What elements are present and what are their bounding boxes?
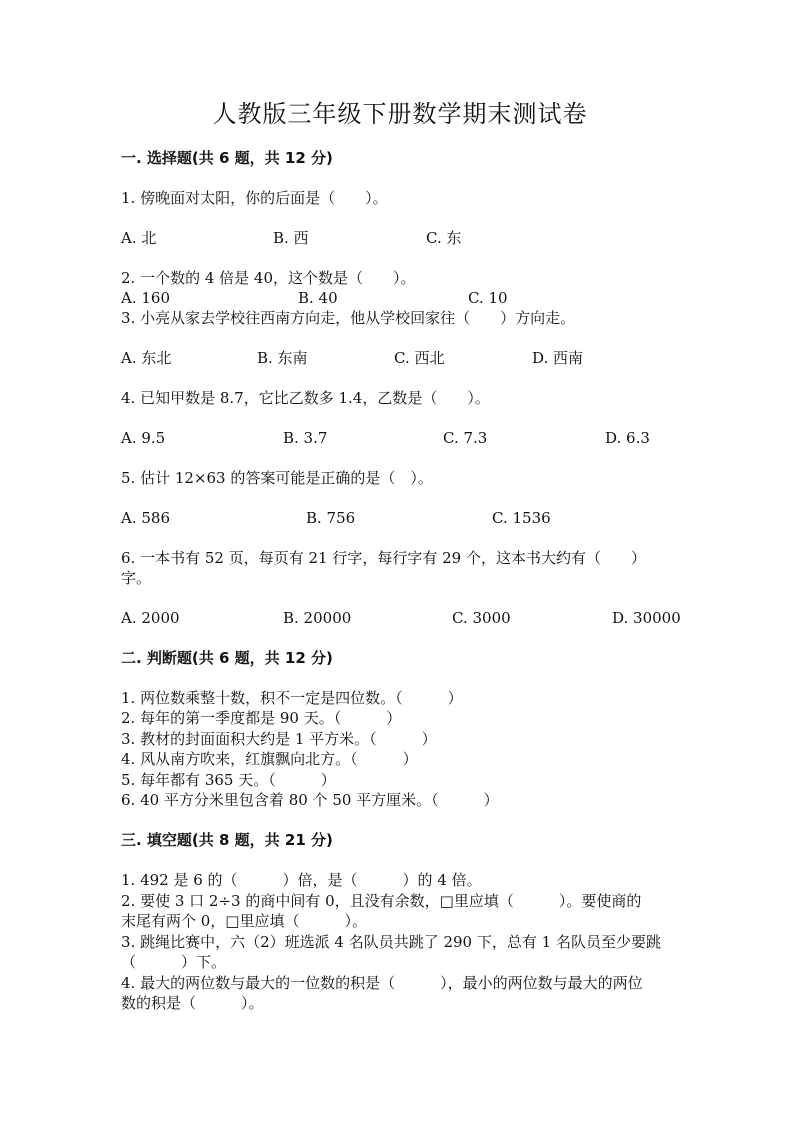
fill-in-line: 2. 要使 3 口 2÷3 的商中间有 0，且没有余数，□里应填（ ）。要使商的 [121, 892, 642, 910]
question-text: 6. 一本书有 52 页，每页有 21 行字，每行字有 29 个，这本书大约有（ ） [121, 549, 646, 567]
option-b: B. 20000 [283, 609, 352, 627]
judgement-item: 1. 两位数乘整十数，积不一定是四位数。（ ） [121, 689, 463, 707]
option-b: B. 40 [298, 289, 338, 307]
option-c: C. 1536 [492, 509, 551, 527]
option-c: C. 3000 [452, 609, 511, 627]
judgement-item: 5. 每年都有 365 天。（ ） [121, 771, 336, 789]
fill-in-line: 4. 最大的两位数与最大的一位数的积是（ ），最小的两位数与最大的两位 [121, 974, 643, 992]
judgement-item: 2. 每年的第一季度都是 90 天。（ ） [121, 709, 402, 727]
option-b: B. 756 [306, 509, 356, 527]
judgement-item: 4. 风从南方吹来，红旗飘向北方。（ ） [121, 750, 418, 768]
question-text: 2. 一个数的 4 倍是 40，这个数是（ ）。 [121, 269, 416, 287]
option-a: A. 586 [121, 509, 170, 527]
option-a: A. 东北 [121, 349, 172, 367]
option-a: A. 160 [121, 289, 170, 307]
option-a: A. 2000 [121, 609, 180, 627]
judgement-item: 3. 教材的封面面积大约是 1 平方米。（ ） [121, 730, 437, 748]
option-a: A. 北 [121, 229, 157, 247]
page-title: 人教版三年级下册数学期末测试卷 [212, 100, 588, 128]
section-heading-judgement: 二. 判断题(共 6 题，共 12 分) [121, 649, 333, 667]
option-c: C. 西北 [394, 349, 445, 367]
option-c: C. 东 [426, 229, 462, 247]
option-d: D. 6.3 [605, 429, 650, 447]
question-text-continued: 字。 [121, 569, 152, 587]
option-c: C. 10 [468, 289, 508, 307]
option-b: B. 西 [273, 229, 309, 247]
option-a: A. 9.5 [121, 429, 166, 447]
option-b: B. 东南 [257, 349, 308, 367]
section-heading-choice: 一. 选择题(共 6 题，共 12 分) [121, 149, 333, 167]
question-text: 5. 估计 12×63 的答案可能是正确的是（ ）。 [121, 469, 433, 487]
question-text: 3. 小亮从家去学校往西南方向走，他从学校回家往（ ）方向走。 [121, 309, 576, 327]
section-heading-fill-in: 三. 填空题(共 8 题，共 21 分) [121, 831, 333, 849]
fill-in-line: 3. 跳绳比赛中，六（2）班选派 4 名队员共跳了 290 下，总有 1 名队员至少要跳 [121, 933, 661, 951]
fill-in-line: 1. 492 是 6 的（ ）倍，是（ ）的 4 倍。 [121, 871, 482, 889]
judgement-item: 6. 40 平方分米里包含着 80 个 50 平方厘米。（ ） [121, 791, 499, 809]
fill-in-line: （ ）下。 [121, 953, 227, 971]
question-text: 1. 傍晚面对太阳，你的后面是（ ）。 [121, 189, 388, 207]
option-b: B. 3.7 [283, 429, 328, 447]
fill-in-line: 末尾有两个 0，□里应填（ ）。 [121, 912, 367, 930]
option-d: D. 西南 [532, 349, 584, 367]
option-c: C. 7.3 [443, 429, 488, 447]
option-d: D. 30000 [612, 609, 681, 627]
question-text: 4. 已知甲数是 8.7，它比乙数多 1.4，乙数是（ ）。 [121, 389, 490, 407]
fill-in-line: 数的积是（ ）。 [121, 994, 264, 1012]
